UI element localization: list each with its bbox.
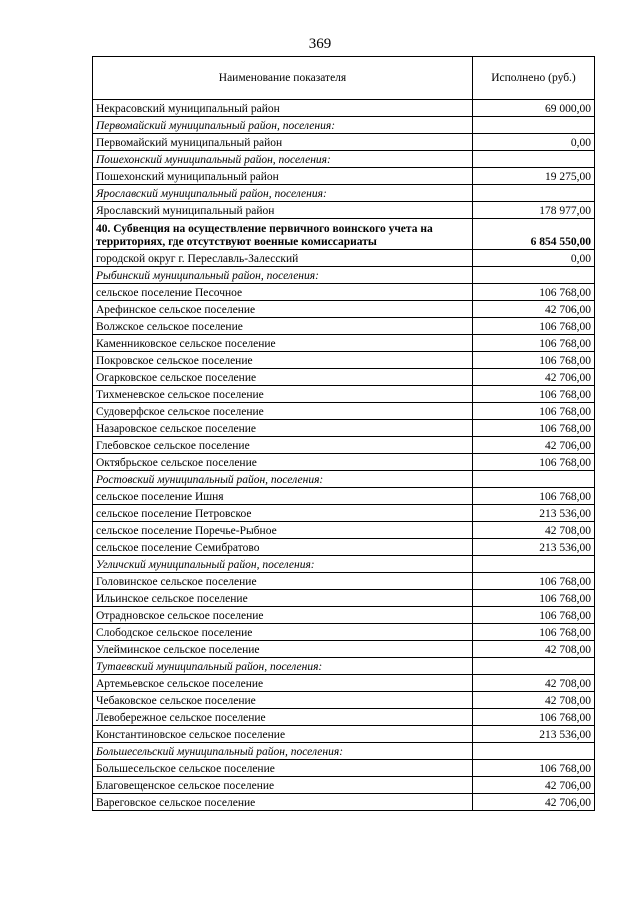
row-amount (473, 267, 595, 284)
table-row (93, 134, 595, 151)
row-name: Тихменевское сельское поселение (93, 386, 473, 403)
table-group-row (93, 117, 595, 134)
row-name: Большесельский муниципальный район, поселения: (93, 743, 473, 760)
table-row (93, 709, 595, 726)
table-row (93, 794, 595, 811)
row-name: Ильинское сельское поселение (93, 590, 473, 607)
header-executed-amount: Исполнено (руб.) (473, 57, 595, 100)
row-amount (473, 743, 595, 760)
table-row (93, 100, 595, 117)
table-row (93, 760, 595, 777)
row-name: сельское поселение Семибратово (93, 539, 473, 556)
table-group-row (93, 151, 595, 168)
table-group-row (93, 267, 595, 284)
table-row (93, 420, 595, 437)
row-name: Некрасовский муниципальный район (93, 100, 473, 117)
row-amount: 106 768,00 (473, 318, 595, 335)
row-name: Глебовское сельское поселение (93, 437, 473, 454)
table-row (93, 522, 595, 539)
row-amount: 106 768,00 (473, 352, 595, 369)
row-amount (473, 151, 595, 168)
table-header-row (93, 57, 595, 100)
table-row (93, 335, 595, 352)
row-name: Ярославский муниципальный район (93, 202, 473, 219)
table-row (93, 607, 595, 624)
report-table (92, 56, 595, 811)
row-amount: 106 768,00 (473, 335, 595, 352)
row-amount: 106 768,00 (473, 573, 595, 590)
table-row (93, 386, 595, 403)
row-amount (473, 658, 595, 675)
table-row (93, 641, 595, 658)
row-name: Слободское сельское поселение (93, 624, 473, 641)
row-amount (473, 471, 595, 488)
table-row (93, 590, 595, 607)
row-amount: 213 536,00 (473, 505, 595, 522)
table-row (93, 505, 595, 522)
table-row (93, 168, 595, 185)
table-row (93, 284, 595, 301)
row-amount (473, 117, 595, 134)
table-row (93, 454, 595, 471)
row-name: 40. Субвенция на осуществление первичного воинского учета на территориях, где отсутствуют военные комиссариаты (93, 219, 473, 250)
row-name: Арефинское сельское поселение (93, 301, 473, 318)
row-name: Волжское сельское поселение (93, 318, 473, 335)
table-row (93, 403, 595, 420)
row-name: городской округ г. Переславль-Залесский (93, 250, 473, 267)
row-amount: 42 706,00 (473, 437, 595, 454)
row-name: Артемьевское сельское поселение (93, 675, 473, 692)
row-amount: 106 768,00 (473, 420, 595, 437)
row-name: Левобережное сельское поселение (93, 709, 473, 726)
table-row (93, 777, 595, 794)
table-row (93, 202, 595, 219)
row-name: Пошехонский муниципальный район (93, 168, 473, 185)
table-row (93, 488, 595, 505)
table-row (93, 573, 595, 590)
row-name: Угличский муниципальный район, поселения: (93, 556, 473, 573)
row-amount: 19 275,00 (473, 168, 595, 185)
row-amount: 42 706,00 (473, 369, 595, 386)
row-amount: 69 000,00 (473, 100, 595, 117)
table-group-row (93, 743, 595, 760)
row-amount: 106 768,00 (473, 624, 595, 641)
row-amount: 106 768,00 (473, 488, 595, 505)
row-name: Покровское сельское поселение (93, 352, 473, 369)
table-row (93, 352, 595, 369)
row-amount: 0,00 (473, 250, 595, 267)
row-name: Чебаковское сельское поселение (93, 692, 473, 709)
row-name: Каменниковское сельское поселение (93, 335, 473, 352)
row-amount: 213 536,00 (473, 726, 595, 743)
row-amount: 6 854 550,00 (473, 219, 595, 250)
row-amount: 42 708,00 (473, 641, 595, 658)
table-row (93, 539, 595, 556)
row-name: сельское поселение Поречье-Рыбное (93, 522, 473, 539)
row-amount: 106 768,00 (473, 760, 595, 777)
table-row (93, 692, 595, 709)
row-amount (473, 556, 595, 573)
table-group-row (93, 185, 595, 202)
row-amount: 42 708,00 (473, 692, 595, 709)
table-group-row (93, 471, 595, 488)
row-name: Константиновское сельское поселение (93, 726, 473, 743)
row-amount: 42 708,00 (473, 675, 595, 692)
row-amount: 42 706,00 (473, 777, 595, 794)
header-indicator-name: Наименование показателя (93, 57, 473, 100)
table-row (93, 369, 595, 386)
row-name: Большесельское сельское поселение (93, 760, 473, 777)
row-amount: 42 706,00 (473, 301, 595, 318)
table-row (93, 318, 595, 335)
table-row (93, 675, 595, 692)
row-name: Головинское сельское поселение (93, 573, 473, 590)
row-amount: 106 768,00 (473, 709, 595, 726)
row-amount: 106 768,00 (473, 454, 595, 471)
row-name: Тутаевский муниципальный район, поселения: (93, 658, 473, 675)
row-name: сельское поселение Петровское (93, 505, 473, 522)
row-name: Огарковское сельское поселение (93, 369, 473, 386)
row-name: Судоверфское сельское поселение (93, 403, 473, 420)
table-row (93, 437, 595, 454)
row-name: Отрадновское сельское поселение (93, 607, 473, 624)
row-amount: 106 768,00 (473, 386, 595, 403)
row-name: Вареговское сельское поселение (93, 794, 473, 811)
table-row (93, 624, 595, 641)
row-amount (473, 185, 595, 202)
row-amount: 106 768,00 (473, 590, 595, 607)
row-amount: 42 708,00 (473, 522, 595, 539)
row-name: Ярославский муниципальный район, поселения: (93, 185, 473, 202)
row-amount: 178 977,00 (473, 202, 595, 219)
row-name: Благовещенское сельское поселение (93, 777, 473, 794)
table-body (93, 100, 595, 811)
row-name: Ростовский муниципальный район, поселения: (93, 471, 473, 488)
row-name: Первомайский муниципальный район, поселения: (93, 117, 473, 134)
row-amount: 0,00 (473, 134, 595, 151)
row-name: сельское поселение Песочное (93, 284, 473, 301)
row-name: Первомайский муниципальный район (93, 134, 473, 151)
page-number: 369 (308, 36, 332, 52)
table-row (93, 250, 595, 267)
row-amount: 213 536,00 (473, 539, 595, 556)
table-row (93, 726, 595, 743)
row-name: Назаровское сельское поселение (93, 420, 473, 437)
table-row (93, 301, 595, 318)
row-name: Рыбинский муниципальный район, поселения: (93, 267, 473, 284)
row-amount: 106 768,00 (473, 284, 595, 301)
table-group-row (93, 658, 595, 675)
row-name: Пошехонский муниципальный район, поселения: (93, 151, 473, 168)
row-name: Улейминское сельское поселение (93, 641, 473, 658)
table-group-row (93, 556, 595, 573)
table-section-row (93, 219, 595, 250)
row-amount: 42 706,00 (473, 794, 595, 811)
row-name: сельское поселение Ишня (93, 488, 473, 505)
row-name: Октябрьское сельское поселение (93, 454, 473, 471)
row-amount: 106 768,00 (473, 607, 595, 624)
row-amount: 106 768,00 (473, 403, 595, 420)
